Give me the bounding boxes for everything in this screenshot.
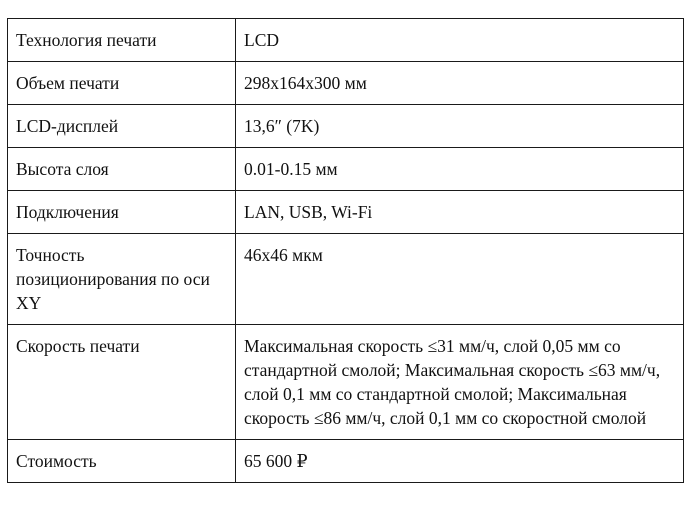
spec-label-layer-height: Высота слоя bbox=[8, 148, 236, 191]
table-row bbox=[8, 105, 684, 148]
spec-value-print-volume: 298x164x300 мм bbox=[236, 62, 684, 105]
spec-value-print-technology: LCD bbox=[236, 19, 684, 62]
spec-label-connectivity: Подключения bbox=[8, 191, 236, 234]
spec-value-price: 65 600 ₽ bbox=[236, 440, 684, 483]
table-row bbox=[8, 62, 684, 105]
specifications-table bbox=[7, 18, 684, 483]
spec-value-xy-accuracy: 46x46 мкм bbox=[236, 234, 684, 325]
table-row bbox=[8, 191, 684, 234]
table-row bbox=[8, 148, 684, 191]
table-row bbox=[8, 234, 684, 325]
spec-value-print-speed: Максимальная скорость ≤31 мм/ч, слой 0,05 мм со стандартной смолой; Максимальная скорость ≤63 мм/ч, слой 0,1 мм со стандартной смолой; Максимальная скорость ≤86 мм/ч, слой 0,1 мм со скоростной смолой bbox=[236, 325, 684, 440]
spec-value-connectivity: LAN, USB, Wi-Fi bbox=[236, 191, 684, 234]
spec-label-print-speed: Скорость печати bbox=[8, 325, 236, 440]
spec-label-xy-accuracy: Точность позиционирования по оси XY bbox=[8, 234, 236, 325]
spec-label-lcd-display: LCD-дисплей bbox=[8, 105, 236, 148]
table-row bbox=[8, 440, 684, 483]
spec-label-price: Стоимость bbox=[8, 440, 236, 483]
spec-value-layer-height: 0.01-0.15 мм bbox=[236, 148, 684, 191]
table-row bbox=[8, 325, 684, 440]
table-row bbox=[8, 19, 684, 62]
spec-value-lcd-display: 13,6″ (7K) bbox=[236, 105, 684, 148]
spec-label-print-technology: Технология печати bbox=[8, 19, 236, 62]
spec-label-print-volume: Объем печати bbox=[8, 62, 236, 105]
